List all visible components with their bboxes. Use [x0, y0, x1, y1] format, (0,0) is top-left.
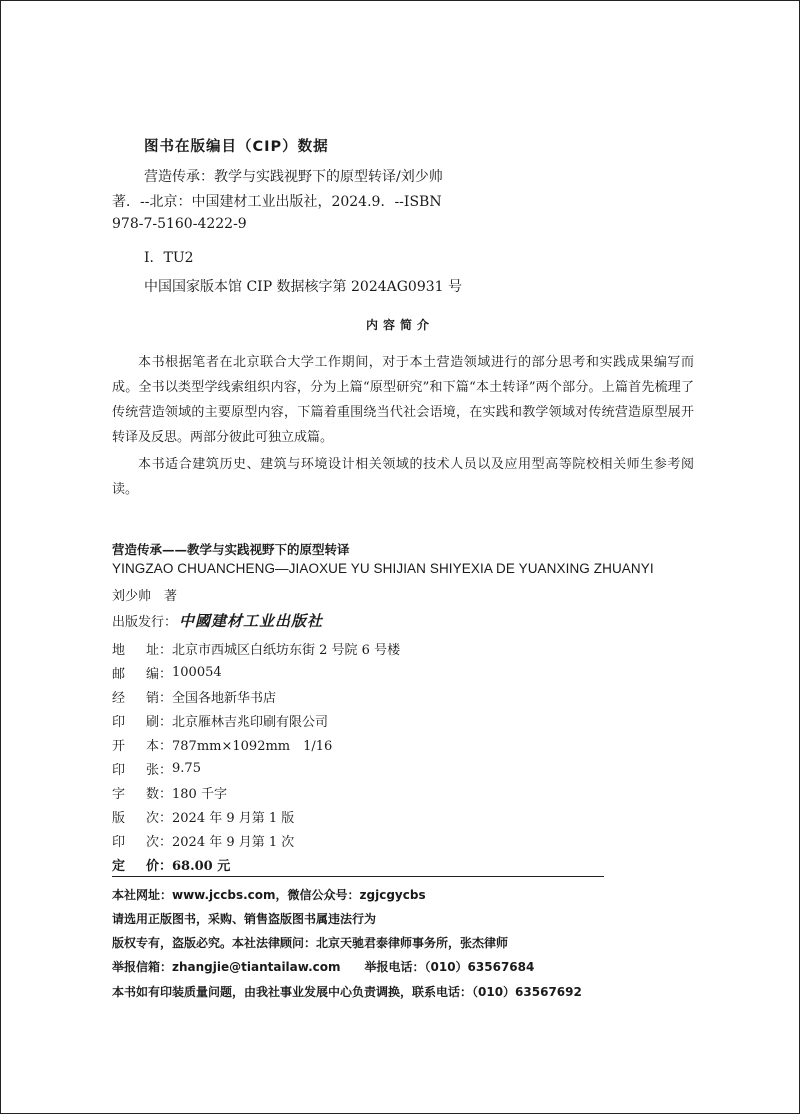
summary-heading: 内容简介	[365, 318, 434, 332]
publisher-line	[112, 610, 323, 631]
cip-entry-line2: 著．--北京：中国建材工业出版社，2024.9．--ISBN	[112, 194, 442, 210]
publisher-label: 出版发行：	[112, 615, 178, 630]
detail-row-printer: 印 刷 ： 北京雁林吉兆印刷有限公司	[112, 708, 400, 732]
detail-row-edition: 版 次 ： 2024 年 9 月第 1 版	[112, 805, 400, 829]
detail-value: 100054	[172, 664, 222, 680]
detail-value: 2024 年 9 月第 1 版	[172, 811, 295, 827]
detail-row-address: 地 址 ： 北京市西城区白纸坊东街 2 号院 6 号楼	[112, 636, 400, 660]
publication-details	[112, 636, 400, 877]
publisher-logo: 中國建材工业出版社	[179, 612, 324, 630]
summary-text	[112, 350, 694, 502]
footer-notice: 请选用正版图书，采购、销售盗版图书属违法行为	[112, 912, 377, 926]
cip-heading: 图书在版编目（CIP）数据	[144, 139, 329, 155]
book-author: 刘少帅 著	[112, 589, 178, 604]
book-title: 营造传承——教学与实践视野下的原型转译	[112, 542, 350, 557]
divider	[112, 876, 604, 877]
detail-row-price: 定 价 ： 68.00 元	[112, 853, 400, 877]
cip-entry-line1: 营造传承：教学与实践视野下的原型转译/刘少帅	[144, 169, 443, 185]
detail-value: 68.00 元	[172, 859, 231, 875]
detail-value: 787mm×1092mm 1/16	[172, 738, 333, 754]
book-title-pinyin: YINGZAO CHUANCHENG—JIAOXUE YU SHIJIAN SHIYEXIA DE YUANXING ZHUANYI	[112, 561, 654, 576]
summary-paragraph-1: 本书根据笔者在北京联合大学工作期间，对于本土营造领域进行的部分思考和实践成果编写而成。全书以类型学线索组织内容，分为上篇“原型研究”和下篇“本土转译”两个部分。上篇首先梳理了传统营造领域的主要原型内容，下篇着重围绕当代社会语境，在实践和教学领域对传统营造原型展开转译及反思。两部分彼此可独立成篇。	[112, 355, 694, 445]
footer-report: 举报信箱：zhangjie@tiantailaw.com 举报电话：（010）63567684	[112, 960, 535, 974]
detail-value: 北京雁林吉兆印刷有限公司	[172, 714, 329, 730]
footer-website: 本社网址：www.jccbs.com，微信公众号：zgjcgycbs	[112, 888, 426, 902]
detail-value: 2024 年 9 月第 1 次	[172, 835, 295, 851]
footer-quality: 本书如有印装质量问题，由我社事业发展中心负责调换，联系电话：（010）63567692	[112, 985, 582, 999]
detail-row-word-count: 字 数 ： 180 千字	[112, 781, 400, 805]
footer-copyright: 版权专有，盗版必究。本社法律顾问：北京天驰君泰律师事务所，张杰律师	[112, 936, 509, 950]
cip-entry-line3: 978-7-5160-4222-9	[112, 216, 247, 232]
detail-row-format: 开 本 ： 787mm×1092mm 1/16	[112, 732, 400, 756]
detail-value: 180 千字	[172, 787, 227, 803]
cip-record-number: 中国国家版本馆 CIP 数据核字第 2024AG0931 号	[144, 279, 463, 295]
detail-value: 北京市西城区白纸坊东街 2 号院 6 号楼	[172, 642, 401, 658]
detail-row-sheets: 印 张 ： 9.75	[112, 761, 201, 779]
detail-row-postcode: 邮 编 ： 100054	[112, 664, 222, 682]
summary-paragraph-2: 本书适合建筑历史、建筑与环境设计相关领域的技术人员以及应用型高等院校相关师生参考阅读。	[112, 457, 694, 497]
cip-class-number: Ⅰ．TU2	[144, 250, 194, 266]
detail-value: 9.75	[172, 761, 201, 777]
detail-row-distributor: 经 销 ： 全国各地新华书店	[112, 684, 400, 708]
detail-value: 全国各地新华书店	[172, 690, 277, 706]
detail-row-printing: 印 次 ： 2024 年 9 月第 1 次	[112, 829, 400, 853]
